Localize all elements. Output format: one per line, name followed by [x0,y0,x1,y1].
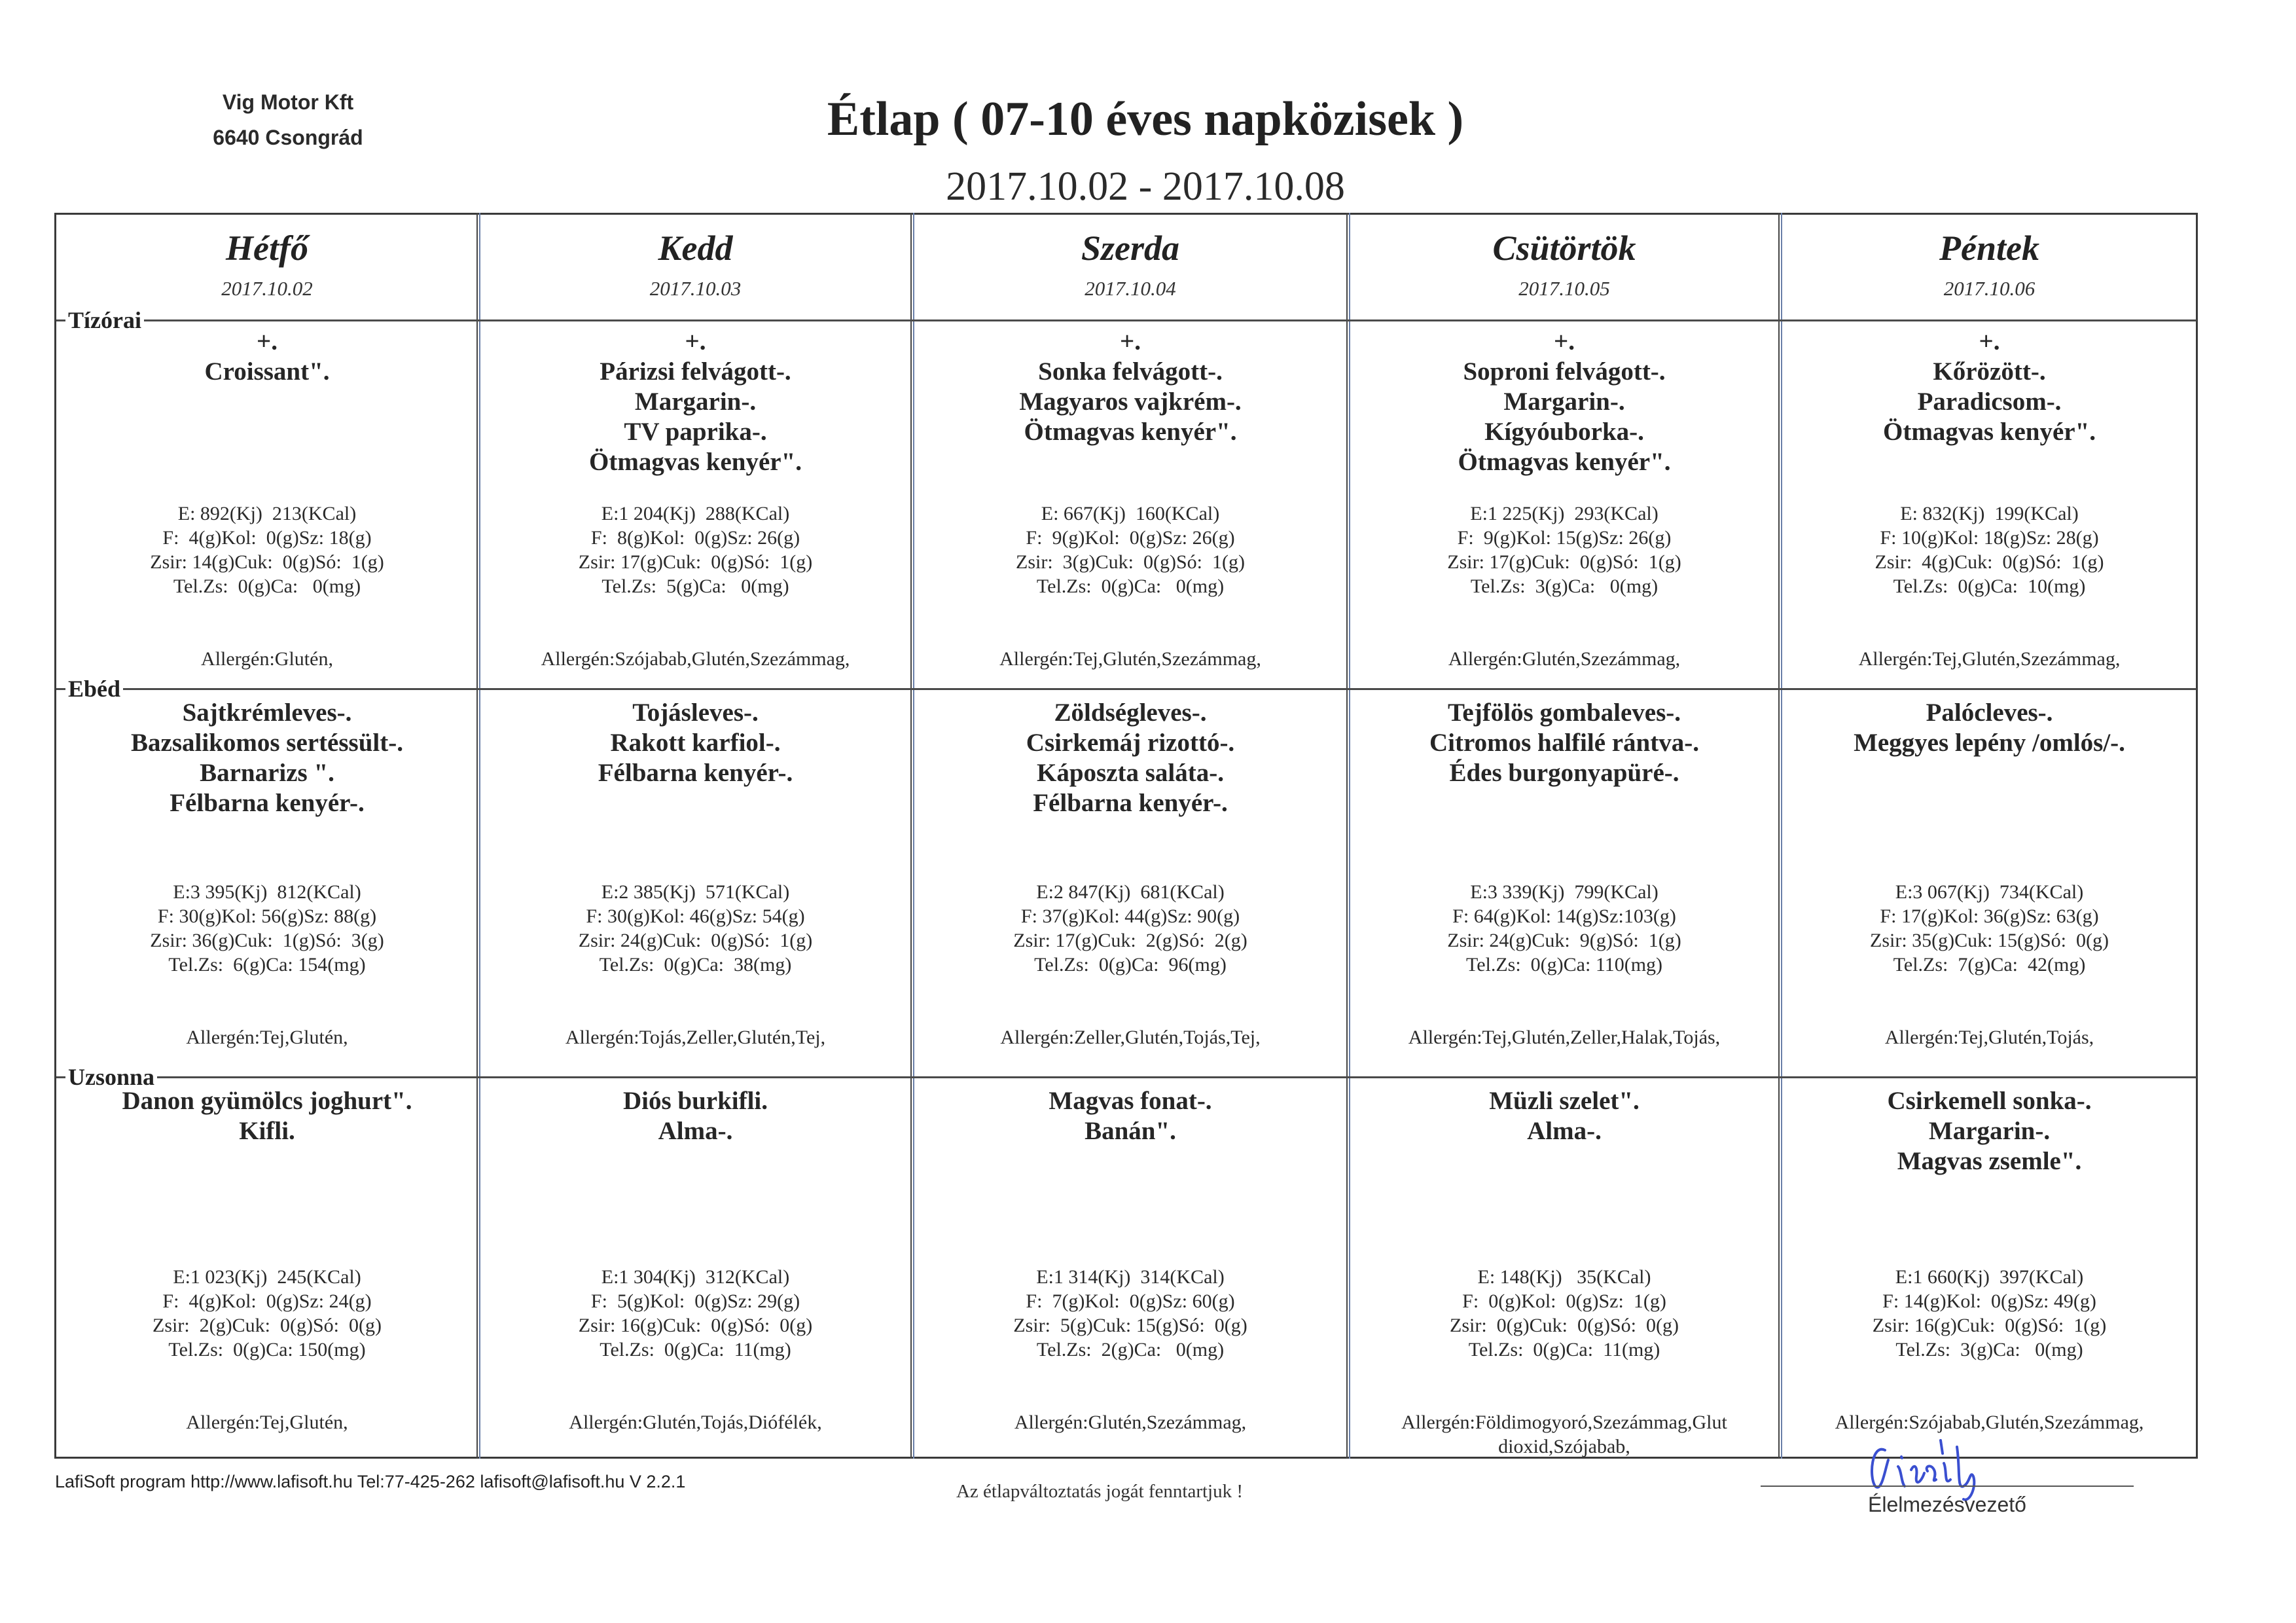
nutrition-line: Tel.Zs: 0(g)Ca: 11(mg) [600,1339,791,1360]
dish-item: Ötmagvas kenyér". [589,448,802,476]
disclaimer: Az étlapváltoztatás jogát fenntartjuk ! [956,1481,1244,1502]
day-name: Szerda [1081,228,1180,268]
nutrition-block [914,501,1346,720]
nutrition-line: E:1 314(Kj) 314(KCal) [1036,1266,1225,1288]
dish-item: Csirkemell sonka-. [1887,1087,2092,1115]
nutrition-line: Zsir: 17(g)Cuk: 0(g)Só: 1(g) [578,551,813,573]
dish-item: Citromos halfilé rántva-. [1429,729,1699,757]
dish-item: Ötmagvas kenyér". [1458,448,1671,476]
nutrition-line: Zsir: 24(g)Cuk: 9(g)Só: 1(g) [1447,930,1681,951]
nutrition-block [1782,501,2197,720]
dish-item: Barnarizs ". [200,759,334,787]
nutrition-line: Zsir: 16(g)Cuk: 0(g)Só: 1(g) [1872,1315,2107,1336]
signature-icon [1865,1431,2036,1503]
nutrition-line: Zsir: 17(g)Cuk: 2(g)Só: 2(g) [1013,930,1247,951]
nutrition-line: Tel.Zs: 2(g)Ca: 0(mg) [1036,1339,1225,1360]
menu-cell-tizorai [58,321,476,688]
dish-item: Káposzta saláta-. [1037,759,1224,787]
day-name: Péntek [1939,228,2039,268]
dish-item: Félbarna kenyér-. [598,759,793,787]
signature-role: Élelmezésvezető [1868,1493,2026,1516]
dish-item: Soproni felvágott-. [1463,357,1666,386]
meal-label-ebed: Ebéd [65,675,123,702]
dish-item: Danon gyümölcs joghurt". [122,1087,412,1115]
nutrition-line: Tel.Zs: 0(g)Ca: 10(mg) [1893,575,2086,597]
company-address: 6640 Csongrád [213,126,363,149]
dish-list [1350,698,1778,788]
menu-cell-ebed [914,690,1346,1076]
dish-item: Ötmagvas kenyér". [1024,418,1237,446]
menu-cell-ebed [1782,690,2197,1076]
nutrition-line: F: 8(g)Kol: 0(g)Sz: 26(g) [590,527,800,549]
nutrition-line: Tel.Zs: 6(g)Ca: 154(mg) [168,954,366,976]
dish-list [1782,698,2197,758]
day-header [914,215,1346,319]
nutrition-line: Zsir: 17(g)Cuk: 0(g)Só: 1(g) [1447,551,1681,573]
dish-item: Diós burkifli. [622,1087,768,1115]
day-date: 2017.10.02 [221,277,313,300]
dish-item: +. [1120,327,1141,356]
nutrition-line: F: 4(g)Kol: 0(g)Sz: 18(g) [162,527,372,549]
nutrition-line: Zsir: 2(g)Cuk: 0(g)Só: 0(g) [152,1315,382,1336]
nutrition-line: E:2 385(Kj) 571(KCal) [601,881,790,903]
nutrition-line: E:1 023(Kj) 245(KCal) [173,1266,361,1288]
nutrition-line: E:1 204(Kj) 288(KCal) [601,503,790,524]
day-date: 2017.10.04 [1085,277,1176,300]
allergen-line: Allergén:Tojás,Zeller,Glutén,Tej, [565,1027,826,1048]
nutrition-line: Tel.Zs: 0(g)Ca: 11(mg) [1468,1339,1660,1360]
date-range: 2017.10.02 - 2017.10.08 [946,164,1345,209]
dish-item: Édes burgonyapüré-. [1449,759,1679,787]
nutrition-line: Zsir: 5(g)Cuk: 15(g)Só: 0(g) [1013,1315,1247,1336]
allergen-line: Allergén:Földimogyoró,Szezámmag,Glut dioxid,Szójabab, [1401,1412,1727,1457]
dish-item: Magvas zsemle". [1897,1147,2082,1175]
company-name: Vig Motor Kft [222,90,354,114]
day-name: Csütörtök [1492,228,1636,268]
nutrition-line: F: 14(g)Kol: 0(g)Sz: 49(g) [1882,1290,2096,1312]
dish-item: Kígyóuborka-. [1484,418,1644,446]
dish-item: Palócleves-. [1926,699,2053,727]
menu-cell-ebed [1350,690,1778,1076]
meal-label-tizorai: Tízórai [65,306,144,334]
nutrition-line: Tel.Zs: 0(g)Ca: 110(mg) [1465,954,1663,976]
nutrition-line: F: 7(g)Kol: 0(g)Sz: 60(g) [1026,1290,1235,1312]
nutrition-line: F: 37(g)Kol: 44(g)Sz: 90(g) [1020,905,1240,927]
signature-line [1761,1486,2134,1487]
nutrition-line: F: 30(g)Kol: 56(g)Sz: 88(g) [157,905,377,927]
dish-item: Tejfölös gombaleves-. [1447,699,1681,727]
dish-item: Meggyes lepény /omlós/-. [1854,729,2125,757]
dish-item: Müzli szelet". [1489,1087,1640,1115]
dish-item: Félbarna kenyér-. [170,789,365,817]
dish-item: Ötmagvas kenyér". [1883,418,2096,446]
allergen-line: Allergén:Zeller,Glutén,Tojás,Tej, [1000,1027,1261,1048]
nutrition-line: Zsir: 16(g)Cuk: 0(g)Só: 0(g) [578,1315,813,1336]
nutrition-line: E:1 225(Kj) 293(KCal) [1470,503,1659,524]
nutrition-line: E:1 660(Kj) 397(KCal) [1895,1266,2084,1288]
menu-cell-tizorai [1350,321,1778,688]
dish-list [914,1086,1346,1146]
meal-label-uzsonna: Uzsonna [65,1063,157,1091]
dish-item: TV paprika-. [624,418,767,446]
nutrition-line: F: 9(g)Kol: 0(g)Sz: 26(g) [1026,527,1235,549]
allergen-line: Allergén:Tej,Glutén,Zeller,Halak,Tojás, [1408,1027,1721,1048]
nutrition-line: Tel.Zs: 3(g)Ca: 0(mg) [1895,1339,2083,1360]
dish-list [1350,327,1778,477]
nutrition-line: F: 17(g)Kol: 36(g)Sz: 63(g) [1880,905,2099,927]
nutrition-line: Tel.Zs: 0(g)Ca: 150(mg) [168,1339,366,1360]
menu-cell-tizorai [914,321,1346,688]
nutrition-block [1350,1265,1778,1507]
dish-item: Tojásleves-. [632,699,759,727]
nutrition-line: F: 10(g)Kol: 18(g)Sz: 28(g) [1880,527,2099,549]
nutrition-line: F: 30(g)Kol: 46(g)Sz: 54(g) [586,905,805,927]
allergen-line: Allergén:Glutén,Szezámmag, [1448,648,1681,670]
nutrition-block [480,880,910,1098]
menu-cell-uzsonna [1350,1078,1778,1458]
day-date: 2017.10.05 [1518,277,1610,300]
allergen-line: Allergén:Glutén,Szezámmag, [1014,1412,1247,1433]
day-date: 2017.10.06 [1943,277,2036,300]
dish-list [1350,1086,1778,1146]
nutrition-line: Zsir: 24(g)Cuk: 0(g)Só: 1(g) [578,930,813,951]
dish-list [1782,1086,2197,1176]
allergen-line: Allergén:Glutén, [201,648,333,670]
nutrition-line: E:2 847(Kj) 681(KCal) [1036,881,1225,903]
dish-item: Párizsi felvágott-. [600,357,791,386]
nutrition-line: Tel.Zs: 0(g)Ca: 0(mg) [1036,575,1225,597]
dish-item: Croissant". [204,357,330,386]
dish-list [58,327,476,387]
dish-item: Bazsalikomos sertéssült-. [131,729,403,757]
day-header [1782,215,2197,319]
dish-item: Zöldségleves-. [1054,699,1207,727]
nutrition-line: F: 9(g)Kol: 15(g)Sz: 26(g) [1457,527,1672,549]
menu-cell-uzsonna [914,1078,1346,1458]
nutrition-block [58,501,476,720]
nutrition-line: F: 4(g)Kol: 0(g)Sz: 24(g) [162,1290,372,1312]
dish-item: Magvas fonat-. [1049,1087,1212,1115]
nutrition-block [1782,880,2197,1098]
nutrition-line: Zsir: 4(g)Cuk: 0(g)Só: 1(g) [1874,551,2104,573]
allergen-line: Allergén:Szójabab,Glutén,Szezámmag, [541,648,850,670]
nutrition-block [914,880,1346,1098]
nutrition-line: Zsir: 0(g)Cuk: 0(g)Só: 0(g) [1450,1315,1679,1336]
dish-item: Magyaros vajkrém-. [1019,388,1242,416]
allergen-line: Allergén:Tej,Glutén,Tojás, [1884,1027,2094,1048]
nutrition-block [58,880,476,1098]
nutrition-block [480,1265,910,1483]
allergen-line: Allergén:Tej,Glutén, [186,1412,348,1433]
dish-list [1782,327,2197,447]
nutrition-line: Tel.Zs: 0(g)Ca: 38(mg) [599,954,792,976]
nutrition-line: E:1 304(Kj) 312(KCal) [601,1266,790,1288]
menu-cell-uzsonna [58,1078,476,1458]
day-date: 2017.10.03 [649,277,742,300]
nutrition-line: Tel.Zs: 5(g)Ca: 0(mg) [601,575,789,597]
dish-list [914,698,1346,818]
dish-item: Sonka felvágott-. [1038,357,1223,386]
dish-list [58,1086,476,1146]
dish-item: Margarin-. [1503,388,1625,416]
menu-cell-tizorai [480,321,910,688]
dish-item: Kifli. [239,1117,295,1145]
dish-item: Alma-. [1527,1117,1602,1145]
dish-item: +. [257,327,278,356]
page-title: Étlap ( 07-10 éves napközisek ) [827,92,1464,146]
dish-item: +. [685,327,706,356]
nutrition-line: E:3 395(Kj) 812(KCal) [173,881,361,903]
allergen-line: Allergén:Tej,Glutén,Szezámmag, [1858,648,2121,670]
day-header [1350,215,1778,319]
dish-item: Rakott karfiol-. [610,729,781,757]
nutrition-line: E: 667(Kj) 160(KCal) [1041,503,1220,524]
nutrition-line: Zsir: 36(g)Cuk: 1(g)Só: 3(g) [150,930,384,951]
day-name: Kedd [658,228,733,268]
nutrition-line: Zsir: 14(g)Cuk: 0(g)Só: 1(g) [150,551,384,573]
nutrition-line: E:3 339(Kj) 799(KCal) [1470,881,1659,903]
nutrition-line: Zsir: 35(g)Cuk: 15(g)Só: 0(g) [1870,930,2109,951]
nutrition-line: E: 832(Kj) 199(KCal) [1900,503,2079,524]
menu-cell-ebed [58,690,476,1076]
menu-cell-tizorai [1782,321,2197,688]
nutrition-line: Tel.Zs: 7(g)Ca: 42(mg) [1893,954,2086,976]
dish-item: +. [1554,327,1575,356]
day-name: Hétfő [226,228,308,268]
day-header [58,215,476,319]
nutrition-block [1350,880,1778,1098]
nutrition-line: F: 0(g)Kol: 0(g)Sz: 1(g) [1462,1290,1666,1312]
menu-cell-ebed [480,690,910,1076]
dish-item: Félbarna kenyér-. [1033,789,1228,817]
dish-list [914,327,1346,447]
software-credit: LafiSoft program http://www.lafisoft.hu Tel:77-425-262 lafisoft@lafisoft.hu V 2.2.1 [55,1472,686,1491]
nutrition-line: E:3 067(Kj) 734(KCal) [1895,881,2084,903]
dish-item: Sajtkrémleves-. [182,699,352,727]
nutrition-block [914,1265,1346,1483]
dish-list [480,327,910,477]
allergen-line: Allergén:Szójabab,Glutén,Szezámmag, [1835,1412,2144,1433]
dish-item: Margarin-. [634,388,757,416]
day-header [480,215,910,319]
nutrition-line: Zsir: 3(g)Cuk: 0(g)Só: 1(g) [1016,551,1245,573]
allergen-line: Allergén:Tej,Glutén, [186,1027,348,1048]
menu-cell-uzsonna [1782,1078,2197,1458]
allergen-line: Allergén:Glutén,Tojás,Diófélék, [569,1412,822,1433]
dish-item: Alma-. [658,1117,733,1145]
nutrition-line: Tel.Zs: 3(g)Ca: 0(mg) [1470,575,1659,597]
dish-item: Paradicsom-. [1917,388,2062,416]
nutrition-line: E: 148(Kj) 35(KCal) [1477,1266,1651,1288]
dish-item: Margarin-. [1928,1117,2051,1145]
menu-cell-uzsonna [480,1078,910,1458]
nutrition-block [58,1265,476,1483]
dish-item: Csirkemáj rizottó-. [1026,729,1235,757]
nutrition-block [1350,501,1778,720]
dish-list [480,1086,910,1146]
dish-item: Banán". [1085,1117,1176,1145]
nutrition-line: Tel.Zs: 0(g)Ca: 0(mg) [173,575,361,597]
nutrition-line: Tel.Zs: 0(g)Ca: 96(mg) [1034,954,1227,976]
dish-list [480,698,910,788]
allergen-line: Allergén:Tej,Glutén,Szezámmag, [999,648,1261,670]
dish-list [58,698,476,818]
nutrition-line: F: 64(g)Kol: 14(g)Sz:103(g) [1452,905,1676,927]
nutrition-line: F: 5(g)Kol: 0(g)Sz: 29(g) [590,1290,800,1312]
nutrition-block [480,501,910,720]
dish-item: +. [1979,327,2000,356]
nutrition-line: E: 892(Kj) 213(KCal) [177,503,357,524]
dish-item: Kőrözött-. [1933,357,2046,386]
